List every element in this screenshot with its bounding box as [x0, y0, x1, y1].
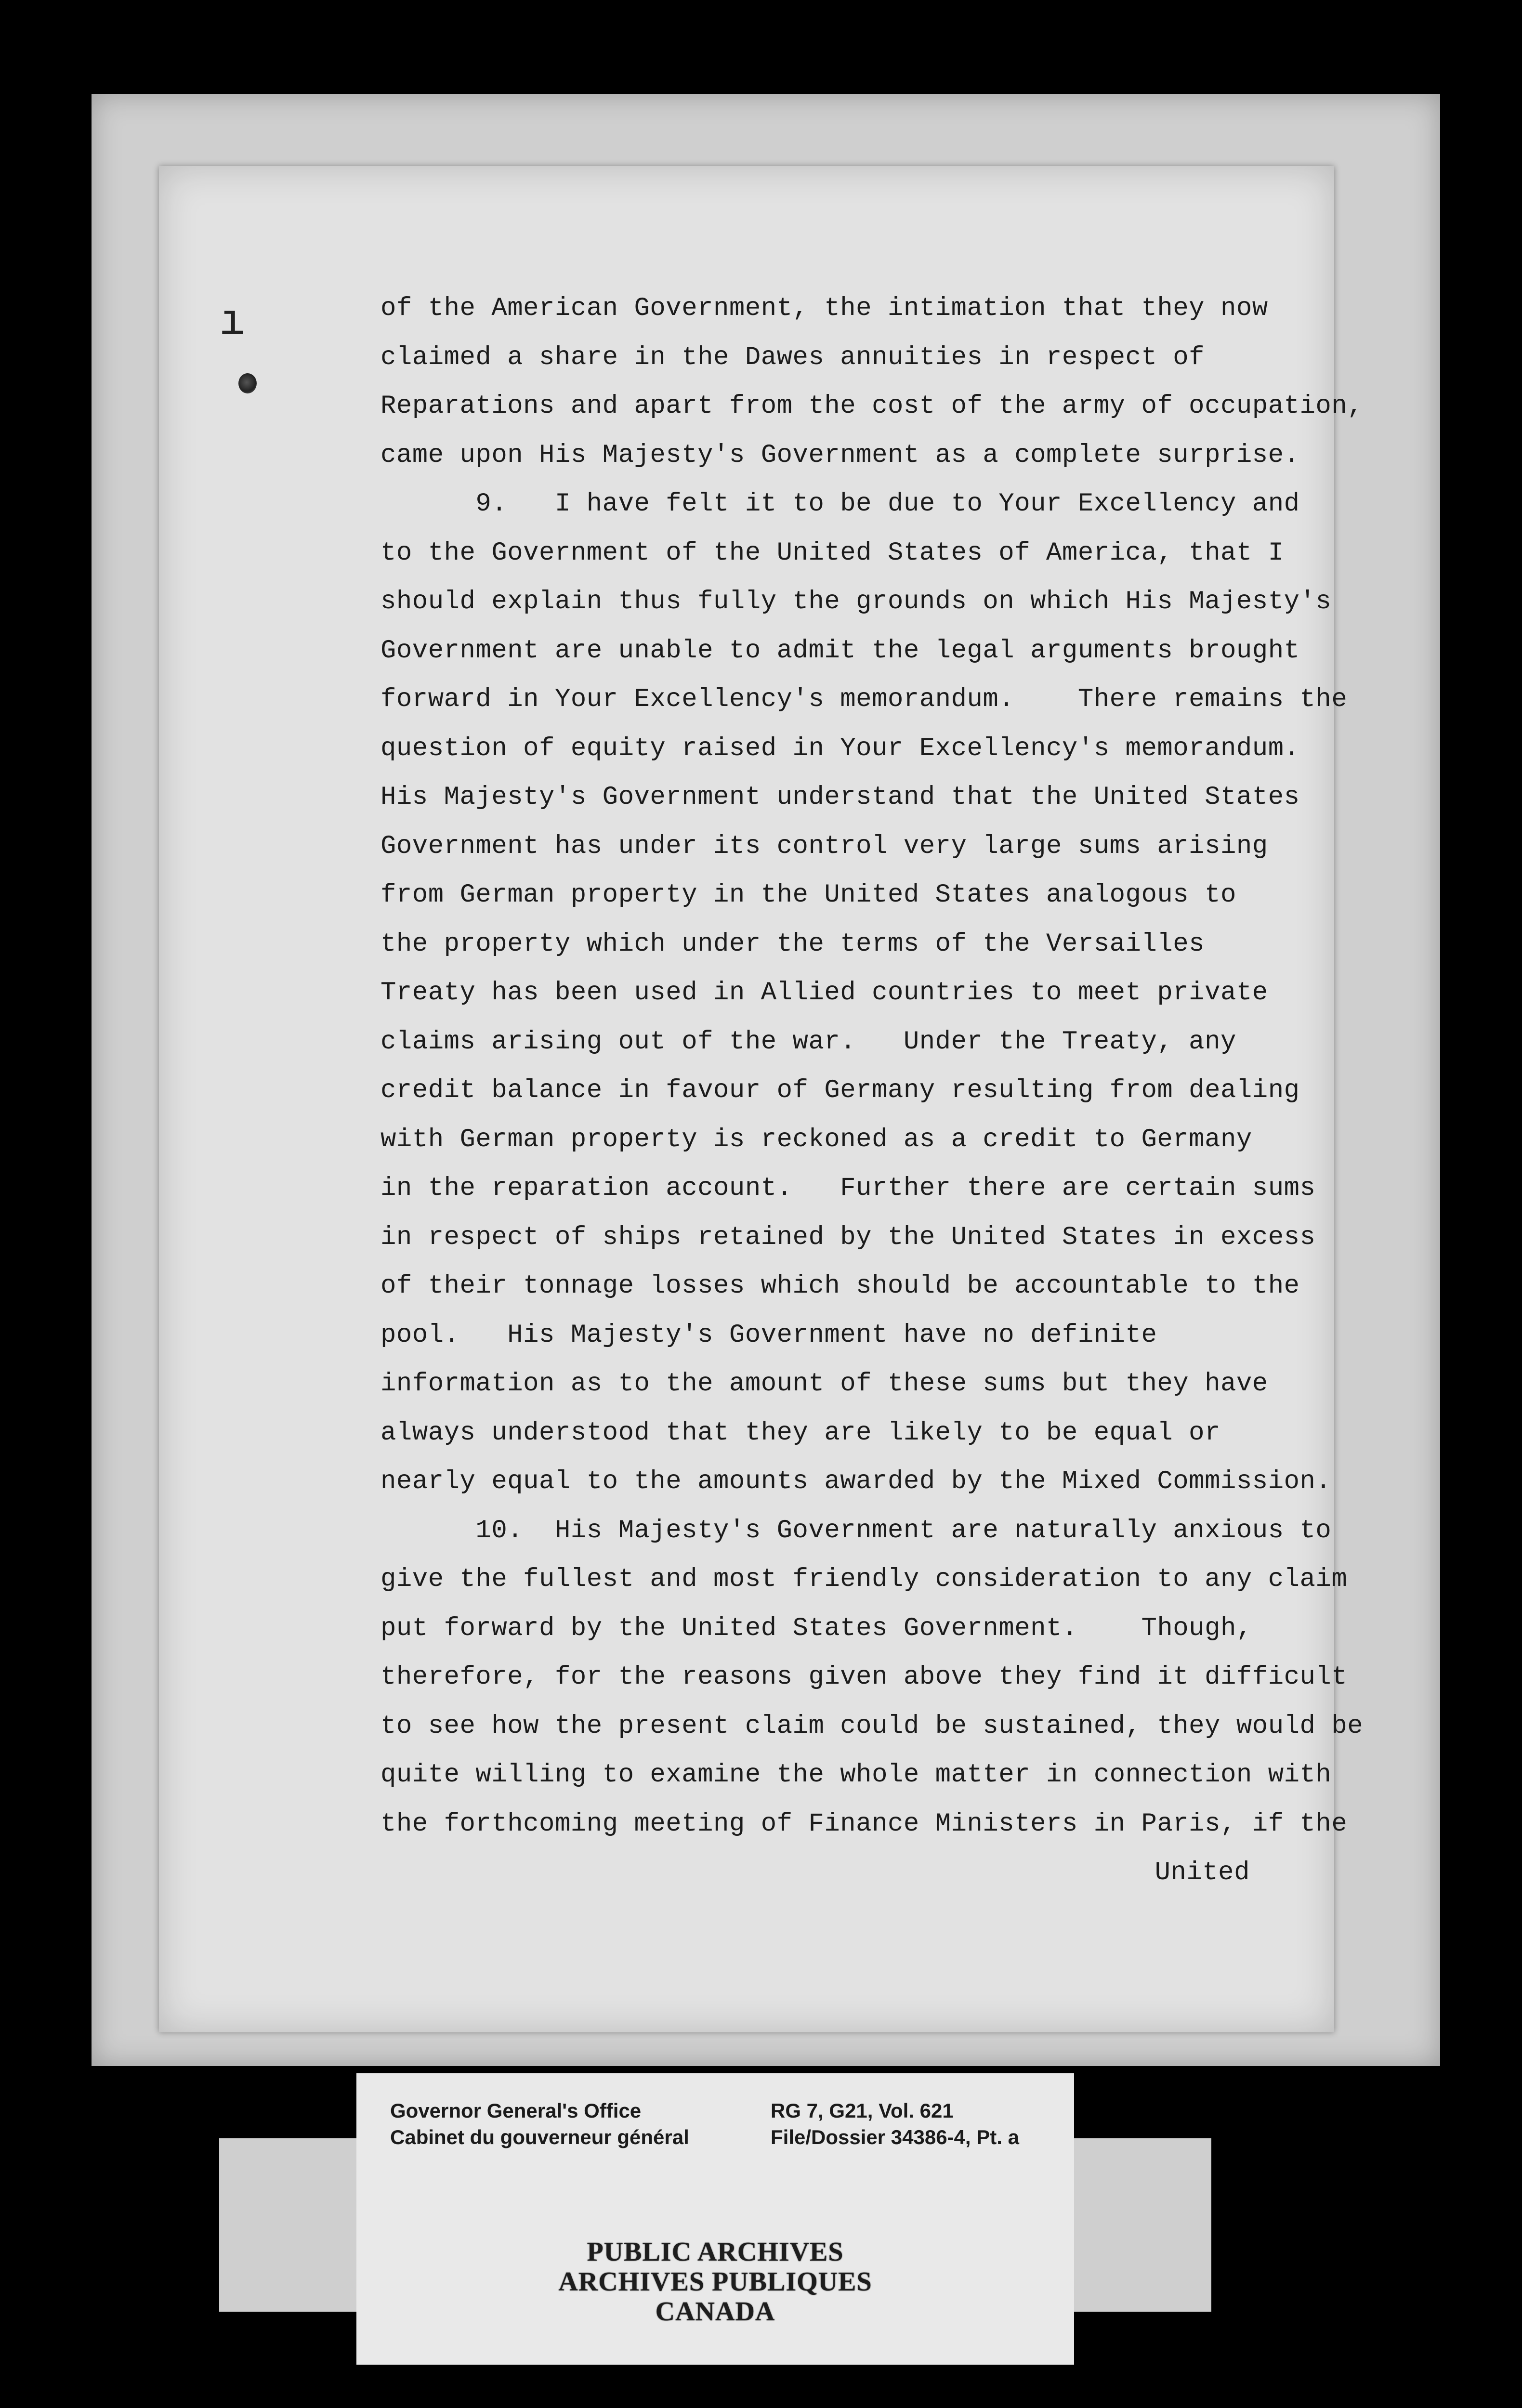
- letter-line: of their tonnage losses which should be accountable to the: [380, 1271, 1300, 1301]
- letter-line: credit balance in favour of Germany resulting from dealing: [380, 1076, 1300, 1105]
- letter-line: with German property is reckoned as a credit to Germany: [380, 1125, 1252, 1154]
- pencil-mark-icon: ı: [219, 298, 246, 347]
- letter-line: pool. His Majesty's Government have no definite: [380, 1320, 1157, 1350]
- stamp-line-2: ARCHIVES PUBLIQUES: [558, 2267, 872, 2297]
- letter-line: always understood that they are likely to be equal or: [380, 1418, 1220, 1448]
- letter-line: question of equity raised in Your Excellency's memorandum.: [380, 733, 1300, 763]
- catchword: United: [1155, 1858, 1250, 1887]
- archive-label: [356, 2073, 1074, 2365]
- letter-line: forward in Your Excellency's memorandum. There remains the: [380, 685, 1348, 714]
- letter-line: nearly equal to the amounts awarded by the Mixed Commission.: [380, 1467, 1332, 1496]
- punch-hole-icon: [238, 373, 257, 393]
- letter-line: of the American Government, the intimation that they now: [380, 294, 1268, 323]
- letter-line: Treaty has been used in Allied countries to meet private: [380, 978, 1268, 1008]
- file-reference: File/Dossier 34386-4, Pt. a: [771, 2126, 1019, 2148]
- office-french: Cabinet du gouverneur général: [390, 2126, 689, 2148]
- letter-line: to see how the present claim could be sustained, they would be: [380, 1711, 1364, 1741]
- public-archives-stamp: [356, 2237, 1074, 2327]
- letter-line: His Majesty's Government understand that the United States: [380, 783, 1300, 812]
- letter-line: the property which under the terms of the Versailles: [380, 929, 1205, 959]
- stamp-line-1: PUBLIC ARCHIVES: [587, 2237, 844, 2267]
- letter-body: [380, 284, 1364, 1898]
- letter-line: claimed a share in the Dawes annuities in respect of: [380, 342, 1205, 372]
- stamp-line-3: CANADA: [655, 2297, 775, 2327]
- letter-line: from German property in the United States analogous to: [380, 880, 1236, 910]
- record-group-reference: RG 7, G21, Vol. 621: [771, 2099, 954, 2122]
- letter-line: Reparations and apart from the cost of the army of occupation,: [380, 392, 1364, 421]
- letter-line: claims arising out of the war. Under the Treaty, any: [380, 1027, 1236, 1057]
- letter-line: came upon His Majesty's Government as a complete surprise.: [380, 440, 1300, 470]
- office-block: [390, 2097, 689, 2150]
- letter-line: Government has under its control very large sums arising: [380, 831, 1268, 861]
- office-english: Governor General's Office: [390, 2099, 642, 2122]
- reference-block: [771, 2097, 1019, 2150]
- letter-line: quite willing to examine the whole matter in connection with: [380, 1760, 1332, 1790]
- letter-line: put forward by the United States Government. Though,: [380, 1613, 1252, 1643]
- letter-line: to the Government of the United States of America, that I: [380, 538, 1284, 568]
- letter-line: information as to the amount of these sums but they have: [380, 1369, 1268, 1399]
- letter-line: in respect of ships retained by the United States in excess: [380, 1222, 1316, 1252]
- letter-line: 10. His Majesty's Government are naturally anxious to: [380, 1516, 1332, 1545]
- letter-line: therefore, for the reasons given above they find it difficult: [380, 1662, 1348, 1692]
- letter-line: 9. I have felt it to be due to Your Excellency and: [380, 489, 1300, 519]
- letter-line: Government are unable to admit the legal arguments brought: [380, 636, 1300, 666]
- letter-line: should explain thus fully the grounds on which His Majesty's: [380, 587, 1332, 616]
- letter-line: give the fullest and most friendly consideration to any claim: [380, 1565, 1348, 1594]
- letter-line: the forthcoming meeting of Finance Ministers in Paris, if the: [380, 1809, 1348, 1839]
- letter-line: in the reparation account. Further there are certain sums: [380, 1174, 1316, 1203]
